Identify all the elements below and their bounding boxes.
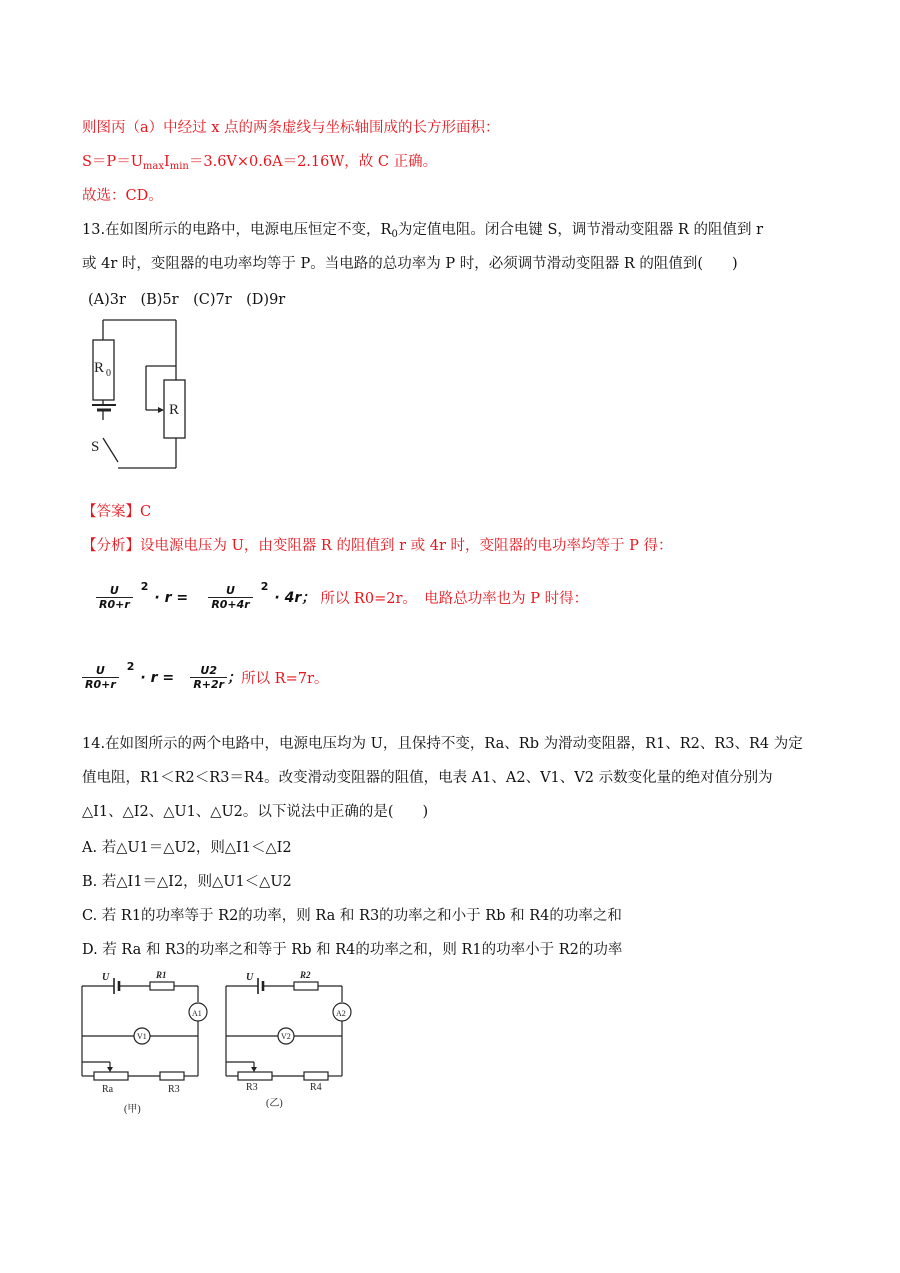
q14-circuit-right bbox=[222, 966, 362, 1118]
equation-text: · r = bbox=[140, 670, 175, 686]
q14-stem-line-3: △I1、△I2、△U1、△U2。以下说法中正确的是( ) bbox=[82, 804, 429, 820]
figure-caption: (甲) bbox=[124, 1104, 141, 1115]
voltmeter-label: V2 bbox=[281, 1032, 291, 1041]
numerator: U bbox=[109, 584, 119, 597]
fraction bbox=[190, 664, 227, 691]
subscript: max bbox=[142, 161, 165, 172]
figure-caption: (乙) bbox=[266, 1098, 283, 1109]
r-label: R bbox=[169, 402, 180, 418]
q13-analysis bbox=[82, 536, 672, 556]
q13-stem-line-2: 或 4r 时，变阻器的电功率均等于 P。当电路的总功率为 P 时，必须调节滑动变阻器 R 的阻值到( ) bbox=[82, 256, 738, 272]
denominator: R0+r bbox=[96, 597, 133, 611]
subscript: min bbox=[169, 161, 189, 172]
numerator: U bbox=[95, 664, 105, 677]
ammeter-label: A1 bbox=[192, 1009, 202, 1018]
q14-option-d: D. 若 Ra 和 R3的功率之和等于 Rb 和 R4的功率之和，则 R1的功率小于 R2的功率 bbox=[82, 942, 623, 958]
numerator: U2 bbox=[200, 664, 217, 677]
denominator: R+2r bbox=[190, 677, 227, 691]
prev-solution-line-1: 则图丙（a）中经过 x 点的两条虚线与坐标轴围成的长方形面积： bbox=[82, 120, 500, 136]
q13-equation-1 bbox=[96, 580, 588, 611]
formula-part: ＝3.6V×0.6A＝2.16W，故 C 正确。 bbox=[188, 154, 438, 170]
slider-arrow-icon bbox=[251, 1067, 257, 1072]
q13-stem-part: 为定值电阻。闭合电键 S，调节滑动变阻器 R 的阻值到 r bbox=[397, 222, 764, 238]
q14-circuit-left bbox=[78, 966, 218, 1118]
subscript: 0 bbox=[391, 229, 398, 240]
equation-note: 所以 R0=2r。 电路总功率也为 P 时得： bbox=[320, 591, 589, 607]
analysis-text: 设电源电压为 U，由变阻器 R 的阻值到 r 或 4r 时，变阻器的电功率均等于 P 得： bbox=[140, 538, 673, 554]
denominator: R0+r bbox=[82, 677, 119, 691]
slider-arrow-icon bbox=[158, 407, 164, 413]
answer-value: C bbox=[140, 504, 152, 520]
ammeter-label: A2 bbox=[336, 1009, 346, 1018]
fixed-resistor-label: R4 bbox=[310, 1082, 322, 1093]
fraction bbox=[208, 584, 252, 611]
denominator: R0+4r bbox=[208, 597, 252, 611]
numerator: U bbox=[226, 584, 235, 597]
exponent: 2 bbox=[260, 580, 269, 593]
q13-stem-part: 13.在如图所示的电路中，电源电压恒定不变，R bbox=[82, 222, 392, 238]
r0-label: R bbox=[94, 360, 105, 376]
equation-text: ； bbox=[227, 670, 242, 686]
q14-option-c: C. 若 R1的功率等于 R2的功率，则 Ra 和 R3的功率之和小于 Rb 和 R4的功率之和 bbox=[82, 908, 622, 924]
variable-resistor-label: R3 bbox=[246, 1082, 258, 1093]
voltmeter-label: V1 bbox=[137, 1032, 147, 1041]
q14-option-b: B. 若△I1＝△I2，则△U1＜△U2 bbox=[82, 874, 292, 890]
resistor-top-label: R2 bbox=[300, 970, 311, 980]
answer-tag: 【答案】 bbox=[82, 504, 140, 520]
equation-text: · r = bbox=[154, 590, 189, 606]
q14-stem-line-1: 14.在如图所示的两个电路中，电源电压均为 U，且保持不变，Ra、Rb 为滑动变阻器，R1、R2、R3、R4 为定 bbox=[82, 736, 803, 752]
formula-part: I bbox=[164, 154, 170, 170]
slider-arrow-icon bbox=[107, 1067, 113, 1072]
equation-note: 所以 R=7r。 bbox=[241, 671, 329, 687]
q14-stem-line-2: 值电阻，R1＜R2＜R3＝R4。改变滑动变阻器的阻值，电表 A1、A2、V1、V2 示数变化量的绝对值分别为 bbox=[82, 770, 773, 786]
resistor-top-label: R1 bbox=[156, 970, 167, 980]
variable-resistor-label: Ra bbox=[102, 1084, 114, 1095]
q13-stem-line-1 bbox=[82, 220, 763, 245]
analysis-tag: 【分析】 bbox=[82, 538, 140, 554]
exponent: 2 bbox=[126, 660, 135, 673]
q13-options: (A)3r (B)5r (C)7r (D)9r bbox=[88, 292, 286, 308]
fraction bbox=[82, 664, 119, 691]
prev-solution-line-3: 故选：CD。 bbox=[82, 188, 163, 204]
voltage-label: U bbox=[102, 972, 110, 983]
fraction bbox=[96, 584, 133, 611]
q13-answer bbox=[82, 502, 151, 522]
prev-solution-line-2 bbox=[82, 152, 437, 177]
voltage-label: U bbox=[246, 972, 254, 983]
q13-circuit-diagram bbox=[80, 318, 200, 473]
r0-label-sub: 0 bbox=[106, 368, 111, 379]
q13-equation-2 bbox=[82, 660, 328, 691]
fixed-resistor-label: R3 bbox=[168, 1084, 180, 1095]
formula-part: S＝P＝U bbox=[82, 154, 143, 170]
q14-option-a: A. 若△U1＝△U2，则△I1＜△I2 bbox=[82, 840, 292, 856]
exponent: 2 bbox=[140, 580, 149, 593]
equation-text: · 4r； bbox=[274, 590, 316, 606]
s-label: S bbox=[91, 439, 100, 455]
